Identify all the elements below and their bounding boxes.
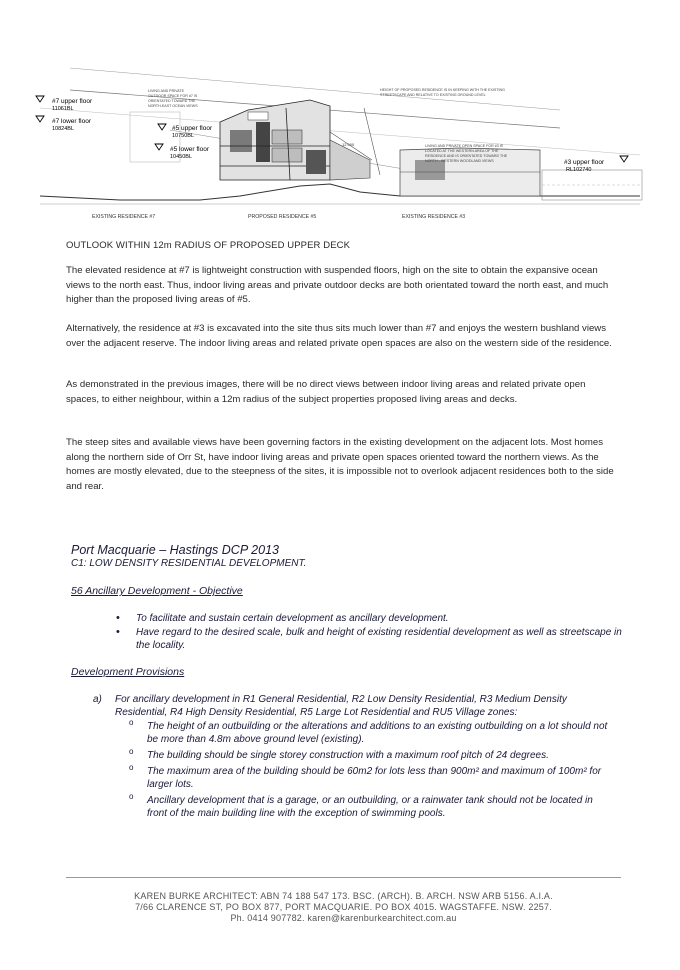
label-existing-7: EXISTING RESIDENCE #7 — [92, 214, 156, 220]
paragraph-steep-sites: The steep sites and available views have been governing factors in the existing development on the adjacent lots. Most homes along the northern side of Orr St, have indoor living areas and private open spaces oriented toward the northern views. As the homes are mostly elevated, due to the steepness of the sites, it is impossible not to overlook adjacent residences both to the side and rear. — [66, 437, 614, 492]
objective-title: 56 Ancillary Development - Objective — [71, 585, 243, 597]
proposed-residence-graphic — [220, 100, 370, 180]
objectives-list — [116, 612, 626, 653]
svg-text:NORTH-EAST OCEAN VIEWS: NORTH-EAST OCEAN VIEWS — [148, 104, 198, 108]
note-height — [380, 88, 505, 97]
svg-text:#5 upper floor: #5 upper floor — [172, 125, 213, 132]
svg-text:OUTDOOR SPACE FOR #7 IS: OUTDOOR SPACE FOR #7 IS — [148, 94, 198, 98]
svg-text:RL102740: RL102740 — [566, 167, 592, 173]
dcp-subtitle: C1: LOW DENSITY RESIDENTIAL DEVELOPMENT. — [71, 558, 307, 569]
provisions-title: Development Provisions — [71, 666, 185, 678]
svg-text:ORIENTATED TOWARD THE: ORIENTATED TOWARD THE — [148, 99, 196, 103]
sub-item: o Ancillary development that is a garage, or an outbuilding, or a rainwater tank should not be located in front of the main building line with the exception of swimming pools. — [133, 794, 613, 820]
label-proposed-5: PROPOSED RESIDENCE #5 — [248, 214, 317, 220]
objective-item: • Have regard to the desired scale, bulk and height of existing residential development as well as streetscape in the locality. — [116, 626, 626, 652]
svg-text:LIVING AND PRIVATE: LIVING AND PRIVATE — [148, 89, 185, 93]
svg-text:RESIDENCE AND IS ORIENTATED TO: RESIDENCE AND IS ORIENTATED TOWARD THE — [425, 154, 508, 158]
provision-clause-a — [93, 693, 613, 823]
paragraph-3-residence: Alternatively, the residence at #3 is excavated into the site thus sits much lower than #7 and enjoys the western bushland views over the adjacent reserve. The indoor living areas and related private open spaces are also on the western side of the residence. — [66, 323, 612, 349]
label-existing-3: EXISTING RESIDENCE #3 — [402, 214, 466, 220]
svg-text:HEIGHT OF PROPOSED RESIDENCE I: HEIGHT OF PROPOSED RESIDENCE IS IN KEEPING WITH THE EXISTING — [380, 88, 505, 92]
level-marker-5-lower — [155, 144, 210, 160]
sub-item: o The building should be single storey construction with a maximum roof pitch of 24 degrees. — [133, 749, 613, 762]
level-marker-3-upper — [564, 156, 628, 173]
svg-text:10750BL: 10750BL — [172, 133, 195, 139]
sub-item: o The maximum area of the building should be 60m2 for lots less than 900m² and maximum of 100m² for larger lots. — [133, 765, 613, 791]
clause-text: For ancillary development in R1 General Residential, R2 Low Density Residential, R3 Medium Density Residential, R4 High Density Residential, R5 Large Lot Residential and RU5 Village zones: — [115, 694, 567, 718]
paragraph-no-direct-views: As demonstrated in the previous images, there will be no direct views between indoor living areas and related private open spaces, to either neighbour, within a 12m radius of the subject properties proposed living areas and decks. — [66, 379, 586, 405]
footer-line-1: KAREN BURKE ARCHITECT: ABN 74 188 547 173. BSC. (ARCH). B. ARCH. NSW ARB 5156. A.I.A. — [134, 891, 553, 901]
svg-text:#3 upper floor: #3 upper floor — [564, 159, 605, 166]
level-marker-5-upper — [158, 124, 213, 139]
clause-sub-list — [115, 720, 613, 820]
svg-text:10824BL: 10824BL — [52, 126, 75, 132]
svg-text:STREETSCAPE AND RELATIVE TO EX: STREETSCAPE AND RELATIVE TO EXISTING GROUND LEVEL — [380, 93, 486, 97]
svg-text:10450BL: 10450BL — [170, 154, 193, 160]
paragraph-7-residence: The elevated residence at #7 is lightweight construction with suspended floors, high on the site to obtain the expansive ocean views to the north east. Thus, indoor living areas and private outdoor decks are both orientated toward the north east, and much higher than the proposed living areas of #5. — [66, 265, 609, 306]
svg-text:#7 lower floor: #7 lower floor — [52, 118, 92, 125]
level-marker-7-lower — [36, 116, 92, 132]
sub-item: o The height of an outbuilding or the alterations and additions to an existing outbuilding on a lot should not be more than 4.8m above ground level (existing). — [133, 720, 613, 746]
svg-text:LIVING AND PRIVATE OPEN SPACE: LIVING AND PRIVATE OPEN SPACE FOR #3 IS — [425, 144, 504, 148]
clause-label: a) — [93, 694, 102, 705]
svg-text:#7 upper floor: #7 upper floor — [52, 98, 93, 105]
section-drawing — [0, 0, 680, 230]
note-7-outdoor — [148, 89, 198, 108]
svg-text:#5 lower floor: #5 lower floor — [170, 146, 210, 153]
outlook-heading: OUTLOOK WITHIN 12m RADIUS OF PROPOSED UPPER DECK — [66, 240, 351, 251]
svg-text:11061BL: 11061BL — [52, 106, 74, 112]
svg-text:NORTH - WESTERN WOODLAND VIEWS: NORTH - WESTERN WOODLAND VIEWS — [425, 159, 494, 163]
footer-line-2: 7/66 CLARENCE ST, PO BOX 877, PORT MACQUARIE. PO BOX 4015. WAGSTAFFE. NSW. 2257. — [135, 902, 552, 912]
svg-text:LOCATED AT THE WESTERN AREA OF: LOCATED AT THE WESTERN AREA OF THE — [425, 149, 499, 153]
footer-divider — [66, 877, 621, 878]
objective-item: • To facilitate and sustain certain development as ancillary development. — [116, 612, 626, 625]
footer-line-3: Ph. 0414 907782. karen@karenburkearchitect.com.au — [230, 913, 457, 923]
dimension-label: 12 000 — [342, 142, 355, 147]
level-marker-7-upper — [36, 96, 93, 112]
dcp-title: Port Macquarie – Hastings DCP 2013 — [71, 543, 279, 557]
